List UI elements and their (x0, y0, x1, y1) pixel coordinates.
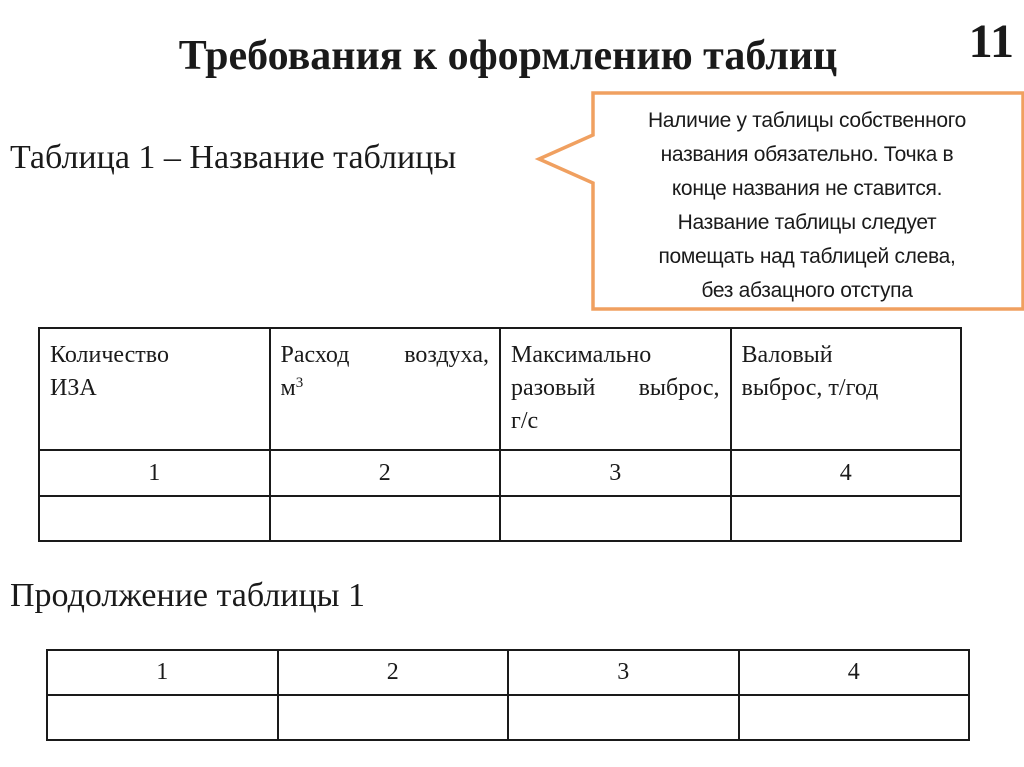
number-cell: 1 (47, 650, 278, 695)
empty-cell (739, 695, 970, 740)
callout-line: Наличие у таблицы собственного (647, 109, 967, 132)
number-cell: 3 (500, 450, 731, 496)
header-cell-air-flow (270, 328, 501, 450)
header-cell-gross-emission (731, 328, 962, 450)
callout-line: названия обязательно. Точка в (660, 143, 954, 166)
header-text (281, 372, 490, 405)
table-empty-row (47, 695, 969, 740)
empty-cell (47, 695, 278, 740)
empty-cell (270, 496, 501, 541)
unit-text: м (280, 375, 296, 401)
header-text: ИЗА (50, 375, 97, 401)
callout-line: без абзацного отступа (701, 279, 913, 302)
slide-title: Требования к оформлению таблиц (178, 33, 838, 79)
number-cell: 4 (731, 450, 962, 496)
unit-exponent: 3 (295, 375, 304, 391)
table-number-row (47, 650, 969, 695)
number-cell: 3 (508, 650, 739, 695)
callout-text (592, 104, 1022, 308)
callout-line: помещать над таблицей слева, (658, 245, 956, 268)
header-cell-max-emission (500, 328, 731, 450)
number-cell: 2 (270, 450, 501, 496)
empty-cell (500, 496, 731, 541)
header-text: Максимально (511, 342, 652, 368)
table-empty-row (39, 496, 961, 541)
table-1 (38, 327, 962, 542)
empty-cell (508, 695, 739, 740)
table-continuation-caption: Продолжение таблицы 1 (10, 577, 366, 614)
number-cell: 2 (278, 650, 509, 695)
table-header-row (39, 328, 961, 450)
header-text: г/с (511, 408, 539, 434)
empty-cell (278, 695, 509, 740)
table-1-continuation (46, 649, 970, 741)
callout-line: Название таблицы следует (677, 211, 937, 234)
number-cell: 4 (739, 650, 970, 695)
slide-number: 11 (968, 15, 1014, 68)
empty-cell (731, 496, 962, 541)
callout-line: конце названия не ставится. (671, 177, 943, 200)
table-number-row (39, 450, 961, 496)
header-cell-quantity (39, 328, 270, 450)
empty-cell (39, 496, 270, 541)
header-text: Валовый (741, 342, 833, 368)
number-cell: 1 (39, 450, 270, 496)
header-text: Расход воздуха, (280, 342, 489, 368)
header-text: разовый выброс, (511, 375, 720, 401)
callout-note (592, 89, 1024, 311)
table-caption: Таблица 1 – Название таблицы (10, 139, 457, 176)
header-text: Количество (50, 342, 169, 368)
header-text: выброс, т/год (741, 375, 879, 401)
